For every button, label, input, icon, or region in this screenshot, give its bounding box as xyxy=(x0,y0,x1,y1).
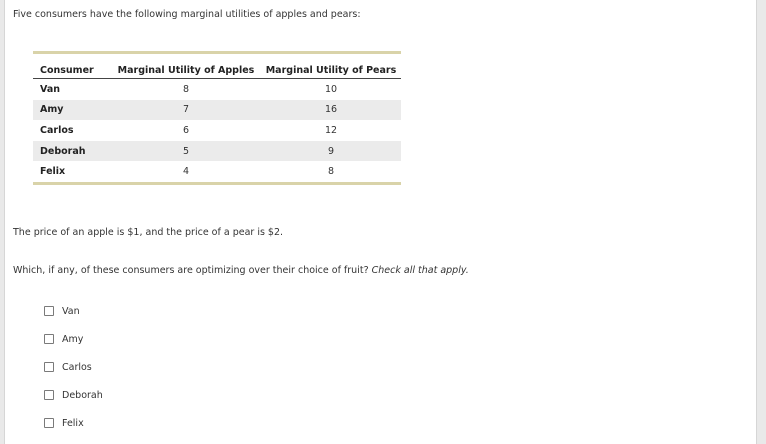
table-row xyxy=(33,79,401,100)
question-panel xyxy=(4,0,757,444)
pears-utility: 10 xyxy=(324,83,338,95)
option-amy[interactable] xyxy=(44,325,103,353)
pears-utility: 16 xyxy=(261,100,401,121)
checkbox[interactable] xyxy=(44,390,54,400)
header-apples: Marginal Utility of Apples xyxy=(111,54,261,79)
apples-utility: 8 xyxy=(182,83,190,95)
consumer-name: Felix xyxy=(40,166,66,178)
apples-utility: 5 xyxy=(111,141,261,162)
option-label: Felix xyxy=(62,417,84,429)
intro-text: Five consumers have the following marginal utilities of apples and pears: xyxy=(13,9,361,20)
question-text xyxy=(13,265,469,276)
consumer-name: Amy xyxy=(33,100,111,121)
checkbox[interactable] xyxy=(44,418,54,428)
option-label: Carlos xyxy=(62,361,92,373)
checkbox[interactable] xyxy=(44,362,54,372)
consumer-name: Deborah xyxy=(33,141,111,162)
price-text: The price of an apple is $1, and the price of a pear is $2. xyxy=(13,227,284,238)
header-consumer: Consumer xyxy=(33,54,111,79)
header-pears: Marginal Utility of Pears xyxy=(261,54,401,79)
utility-table xyxy=(33,51,401,185)
table-header-row xyxy=(33,54,401,79)
apples-utility: 4 xyxy=(182,166,190,178)
apples-utility: 6 xyxy=(182,124,190,136)
answer-options xyxy=(44,297,103,437)
option-van[interactable] xyxy=(44,297,103,325)
apples-utility: 7 xyxy=(111,100,261,121)
option-carlos[interactable] xyxy=(44,353,103,381)
question-instruction: Check all that apply. xyxy=(371,265,469,276)
option-deborah[interactable] xyxy=(44,381,103,409)
question-prompt: Which, if any, of these consumers are optimizing over their choice of fruit? xyxy=(13,265,369,276)
option-label: Deborah xyxy=(62,389,103,401)
pears-utility: 8 xyxy=(327,166,335,178)
table-row xyxy=(33,100,401,121)
pears-utility: 9 xyxy=(261,141,401,162)
table-row xyxy=(33,120,401,141)
consumer-name: Van xyxy=(40,83,61,95)
option-label: Van xyxy=(62,305,80,317)
option-label: Amy xyxy=(62,333,84,345)
table-row xyxy=(33,161,401,182)
table-row xyxy=(33,141,401,162)
consumer-name: Carlos xyxy=(40,124,74,136)
option-felix[interactable] xyxy=(44,409,103,437)
checkbox[interactable] xyxy=(44,306,54,316)
pears-utility: 12 xyxy=(324,124,338,136)
checkbox[interactable] xyxy=(44,334,54,344)
